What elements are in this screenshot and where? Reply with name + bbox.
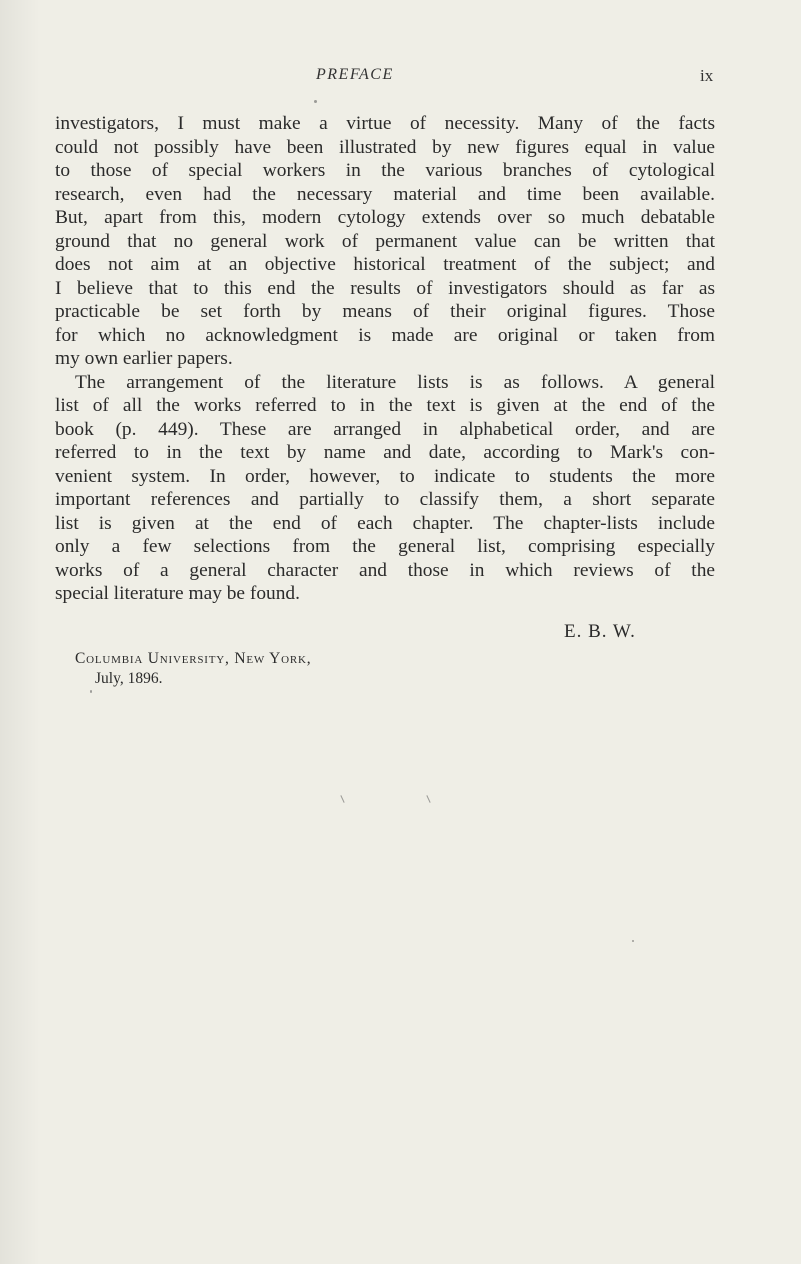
text-line: investigators, I must make a virtue of necessity. Many of the facts [55, 113, 715, 134]
text-line: referred to in the text by name and date, according to Mark's con- [55, 442, 715, 463]
text-line: could not possibly have been illustrated by new figures equal in value [55, 136, 715, 158]
text-line: only a few selections from the general list, comprising especially [55, 536, 715, 557]
paper-speck [314, 100, 317, 103]
text-line: practicable be set forth by means of their original figures. Those [55, 301, 715, 322]
text-line: venient system. In order, however, to indicate to students the more [55, 465, 715, 487]
paper-speck [340, 795, 344, 803]
paper-speck [426, 795, 430, 803]
text-line: important references and partially to classify them, a short separate [55, 489, 715, 510]
dateline-date: July, 1896. [95, 670, 163, 687]
text-line: list of all the works referred to in the text is given at the end of the [55, 395, 715, 416]
author-initials: E. B. W. [564, 621, 636, 642]
text-line: list is given at the end of each chapter. The chapter-lists include [55, 512, 715, 534]
text-line: to those of special workers in the various branches of cytological [55, 160, 715, 181]
running-title: PREFACE [316, 66, 394, 83]
text-line: does not aim at an objective historical treatment of the subject; and [55, 254, 715, 275]
running-head [0, 66, 801, 90]
text-line: for which no acknowledgment is made are original or taken from [55, 324, 715, 346]
text-line: ground that no general work of permanent value can be written that [55, 230, 715, 252]
paper-speck [90, 690, 92, 693]
text-line: I believe that to this end the results of investigators should as far as [55, 277, 715, 299]
text-line: special literature may be found. [55, 583, 300, 604]
dateline-place: Columbia University, New York, [75, 650, 312, 667]
text-line: But, apart from this, modern cytology extends over so much debatable [55, 207, 715, 228]
text-line: research, even had the necessary material and time been available. [55, 183, 715, 205]
text-line: The arrangement of the literature lists is as follows. A general [75, 371, 715, 393]
page-number: ix [700, 66, 714, 85]
preface-body [55, 112, 715, 606]
text-line: works of a general character and those in which reviews of the [55, 559, 715, 581]
text-line: book (p. 449). These are arranged in alphabetical order, and are [55, 418, 715, 440]
paper-speck [632, 940, 634, 942]
text-line: my own earlier papers. [55, 348, 233, 369]
